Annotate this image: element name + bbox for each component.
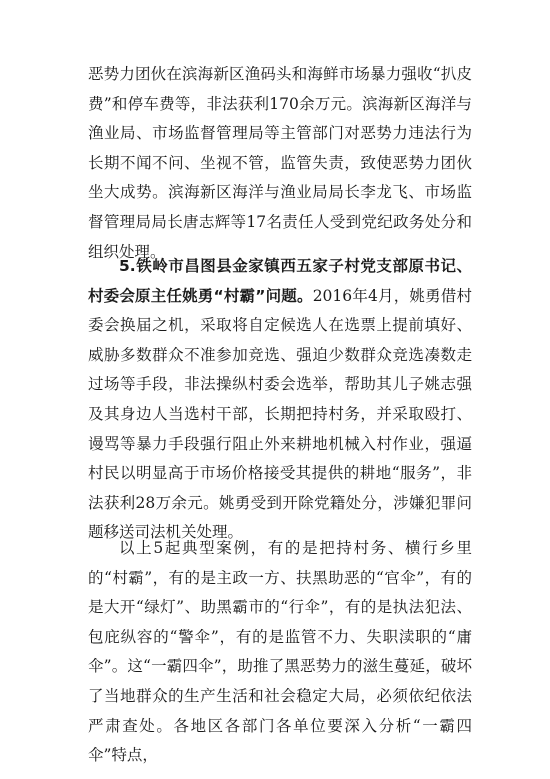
paragraph-case-5 xyxy=(88,252,472,548)
paragraph-summary: 以上5起典型案例，有的是把持村务、横行乡里的“村霸”，有的是主政一方、扶黑助恶的“官伞”，有的是大开“绿灯”、助黑霸市的“行伞”，有的是执法犯法、包庇纵容的“警伞”，有的是监管不力、失职渎职的“庸伞”。这“一霸四伞”，助推了黑恶势力的滋生蔓延，破坏了当地群众的生产生活和社会稳定大局，必须依纪依法严肃查处。各地区各部门各单位要深入分析“一霸四伞”特点， xyxy=(88,539,472,765)
paragraph-case-4-conclusion: 恶势力团伙在滨海新区渔码头和海鲜市场暴力强收“扒皮费”和停车费等，非法获利170余万元。滨海新区海洋与渔业局、市场监督管理局等主管部门对恶势力违法行为长期不闻不问、坐视不管，监管失责，致使恶势力团伙坐大成势。滨海新区海洋与渔业局局长李龙飞、市场监督管理局局长唐志辉等17名责任人受到党纪政务处分和组织处理。 xyxy=(88,65,472,261)
case-5-heading: 5.铁岭市昌图县金家镇西五家子村党支部原书记、村委会原主任姚勇“村霸”问题。 xyxy=(88,257,472,305)
case-5-body: 2016年4月，姚勇借村委会换届之机，采取将自定候选人在选票上提前填好、威胁多数群众不准参加竞选、强迫少数群众竞选凑数走过场等手段，非法操纵村委会选举，帮助其儿子姚志强及其身边人当选村干部，长期把持村务，并采取殴打、谩骂等暴力手段强行阻止外来耕地机械入村作业，强逼村民以明显高于市场价格接受其提供的耕地“服务”，非法获利28万余元。姚勇受到开除党籍处分，涉嫌犯罪问题移送司法机关处理。 xyxy=(88,286,472,542)
